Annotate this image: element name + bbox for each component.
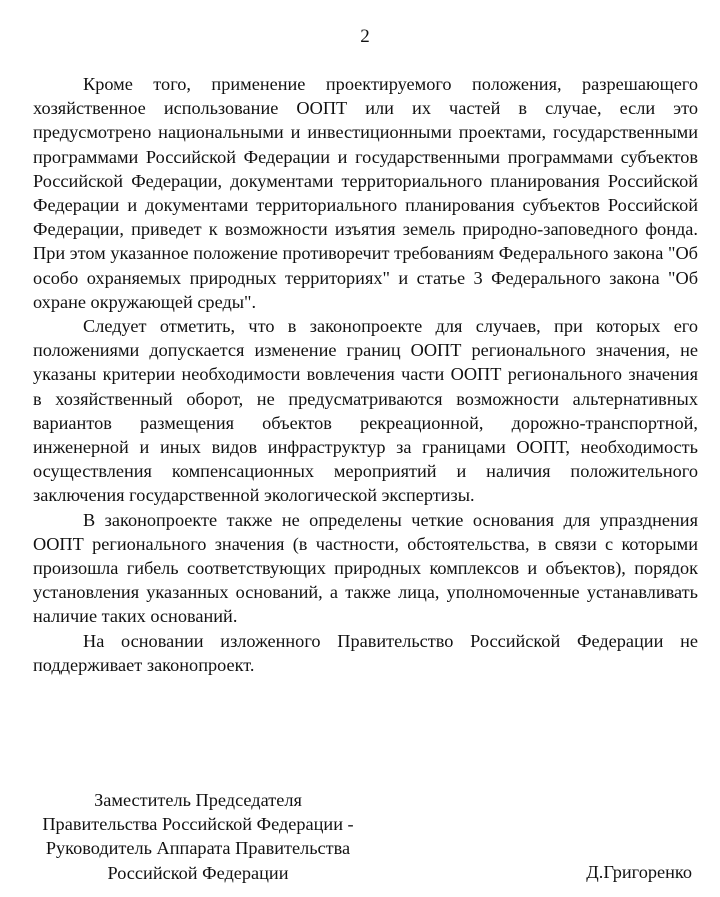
signature-title-line-4: Российской Федерации	[107, 862, 289, 883]
signature-title-line-2: Правительства Российской Федерации -	[42, 814, 354, 835]
signature-title-line-1: Заместитель Председателя	[94, 790, 302, 810]
signer-name: Д.Григоренко	[586, 862, 692, 882]
paragraph-2: Следует отметить, что в законопроекте для случаев, при которых его положениями допускается изменение границ ООПТ регионального значения, не указаны критерии необходимости вовлечения части ООПТ регионального значения в хозяйственный оборот, не предусматриваются возможности альтернативных вариантов размещения объектов рекреационной, дорожно-транспортной, инженерной и иных видов инфраструктур за границами ООПТ, необходимость осуществления компенсационных мероприятий и наличия положительного заключения государственной экологической экспертизы.	[33, 316, 698, 506]
page-number: 2	[360, 26, 370, 47]
document-body	[33, 72, 698, 677]
signature-title-block	[33, 788, 363, 885]
signature-title-line-3: Руководитель Аппарата Правительства	[45, 838, 351, 859]
paragraph-3: В законопроекте также не определены четкие основания для упразднения ООПТ регионального значения (в частности, обстоятельства, в связи с которыми произошла гибель соответствующих природных комплексов и объектов), порядок установления указанных оснований, а также лица, уполномоченные устанавливать наличие таких оснований.	[33, 509, 698, 627]
paragraph-4: На основании изложенного Правительство Российской Федерации не поддерживает законопроект.	[33, 630, 698, 675]
paragraph-1: Кроме того, применение проектируемого положения, разрешающего хозяйственное использование ООПТ или их частей в случае, если это предусмотрено национальными и инвестиционными проектами, государственными программами Российской Федерации и государственными программами субъектов Российской Федерации, документами территориального планирования Российской Федерации и документами территориального планирования субъектов Российской Федерации, приведет к возможности изъятия земель природно-заповедного фонда. При этом указанное положение противоречит требованиям Федерального закона "Об особо охраняемых природных территориях" и статье 3 Федерального закона "Об охране окружающей среды".	[33, 74, 698, 312]
